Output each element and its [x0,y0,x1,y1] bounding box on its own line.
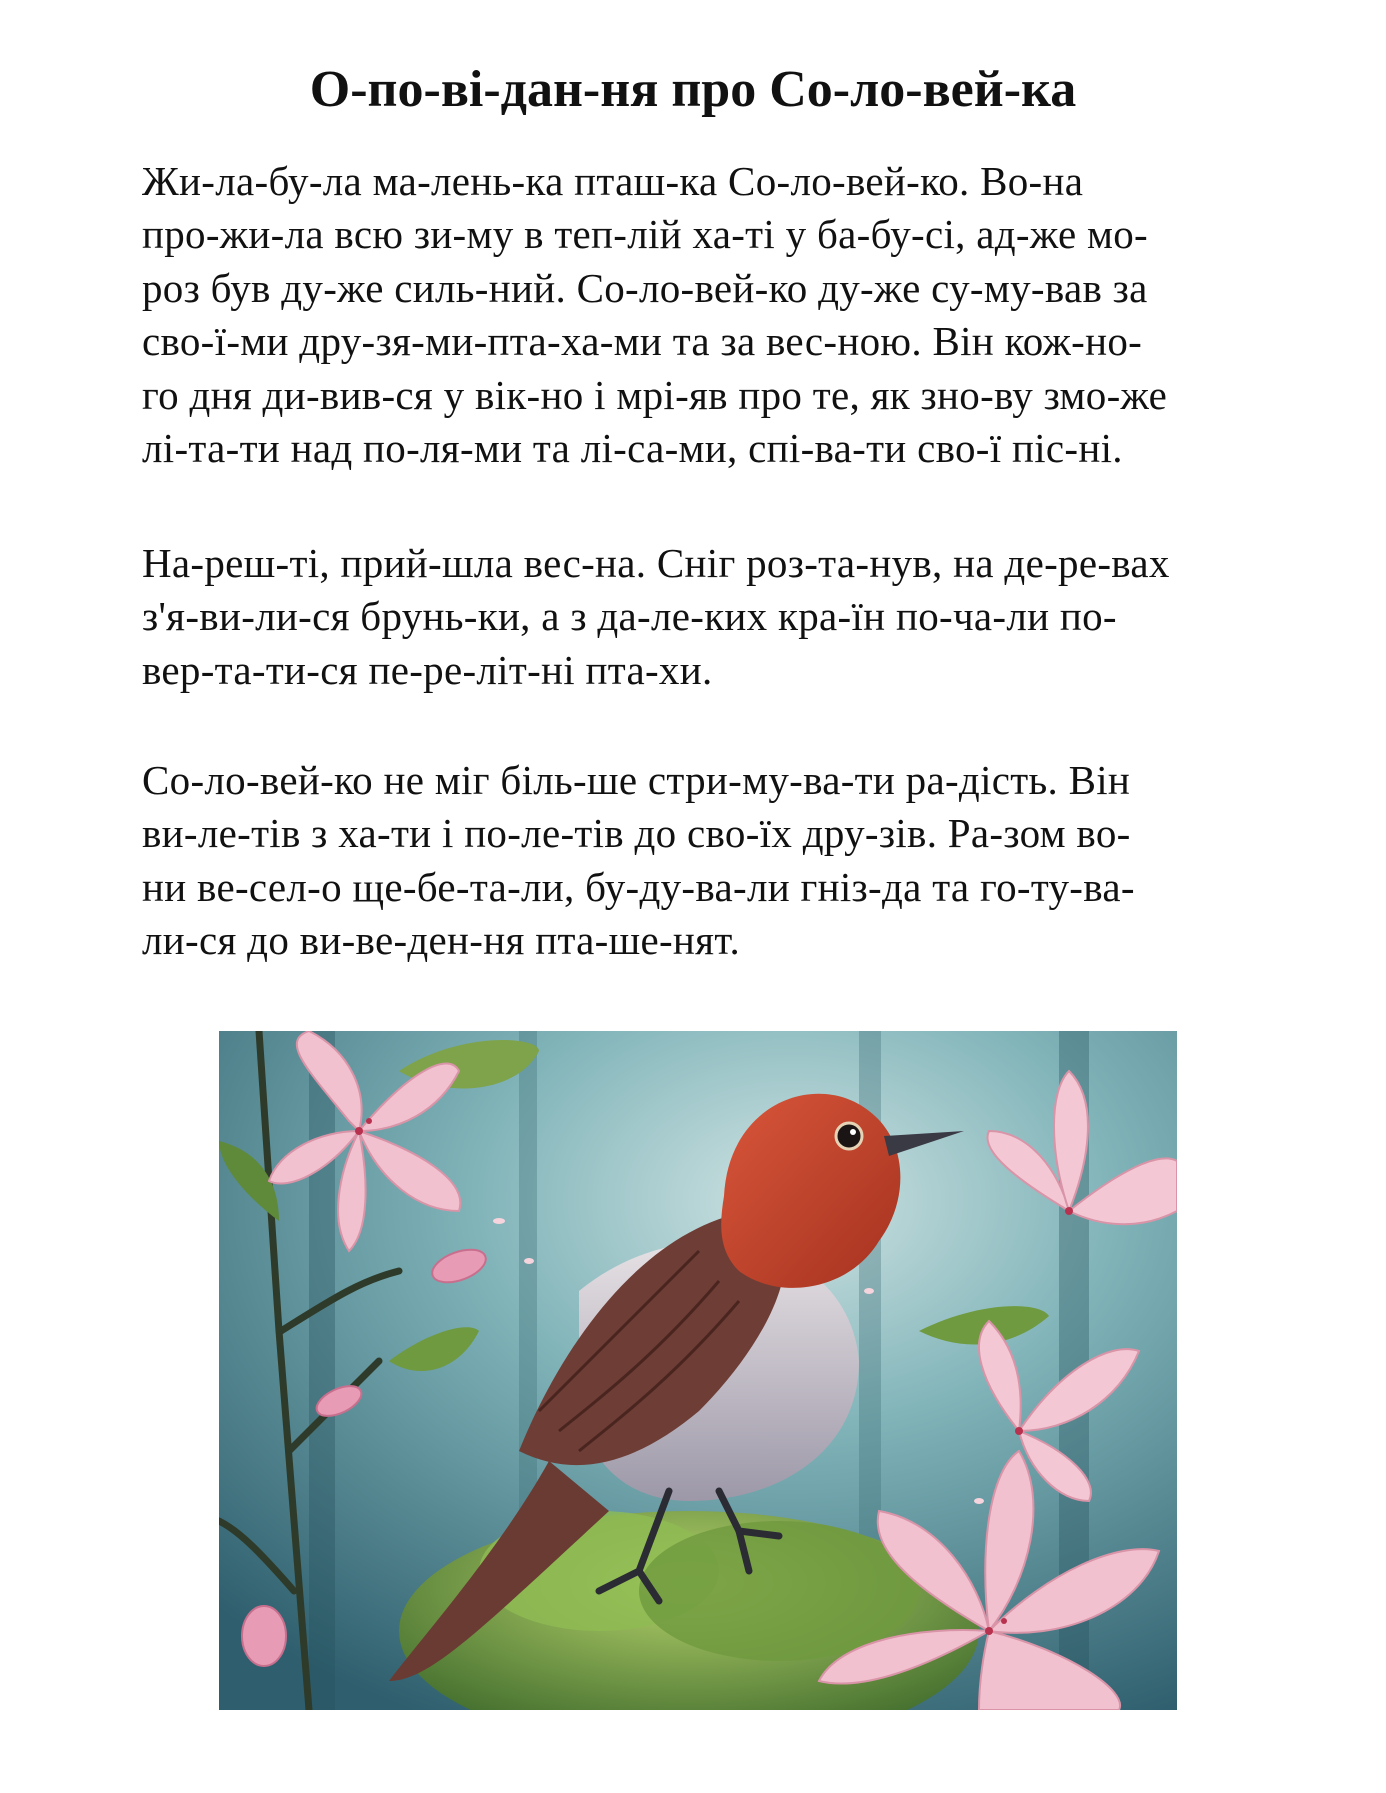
paragraph-line: ни ве-сел-о ще-бе-та-ли, бу-ду-ва-ли гніз-да та го-ту-ва- [142,863,1135,910]
paragraph-line: На-реш-ті, прий-шла вес-на. Сніг роз-та-нув, на де-ре-вах [142,540,1170,586]
paragraph-line: ви-ле-тів з ха-ти і по-ле-тів до сво-їх дру-зів. Ра-зом во- [142,810,1131,857]
paragraph-line: Со-ло-вей-ко не міг біль-ше стри-му-ва-ти ра-дість. Він [142,757,1131,803]
paragraph-line: сво-ї-ми дру-зя-ми-пта-ха-ми та за вес-ною. Він кож-но- [142,318,1143,365]
paragraph-2 [142,537,1282,697]
paragraph-line: го дня ди-вив-ся у вік-но і мрі-яв про те, як зно-ву змо-же [142,371,1168,418]
paragraph-line: лі-та-ти над по-ля-ми та лі-са-ми, спі-ва-ти сво-ї піс-ні. [142,425,1123,472]
paragraph-3 [142,754,1282,968]
paragraph-line: про-жи-ла всю зи-му в теп-лій ха-ті у ба-бу-сі, ад-же мо- [142,211,1148,258]
paragraph-line: ли-ся до ви-ве-ден-ня пта-ше-нят. [142,917,741,964]
paragraph-line: вер-та-ти-ся пе-ре-літ-ні пта-хи. [142,646,713,693]
nightingale-illustration [219,1031,1177,1710]
paragraph-1 [142,155,1282,475]
paragraph-line: Жи-ла-бу-ла ма-лень-ка пташ-ка Со-ло-вей-ко. Во-на [142,158,1084,204]
page-title: О-по-ві-дан-ня про Со-ло-вей-ка [309,61,1077,118]
bird-eye [836,1123,862,1149]
paragraph-line: з'я-ви-ли-ся брунь-ки, а з да-ле-ких кра-їн по-ча-ли по- [142,593,1117,640]
paragraph-line: роз був ду-же силь-ний. Со-ло-вей-ко ду-же су-му-вав за [142,264,1148,311]
